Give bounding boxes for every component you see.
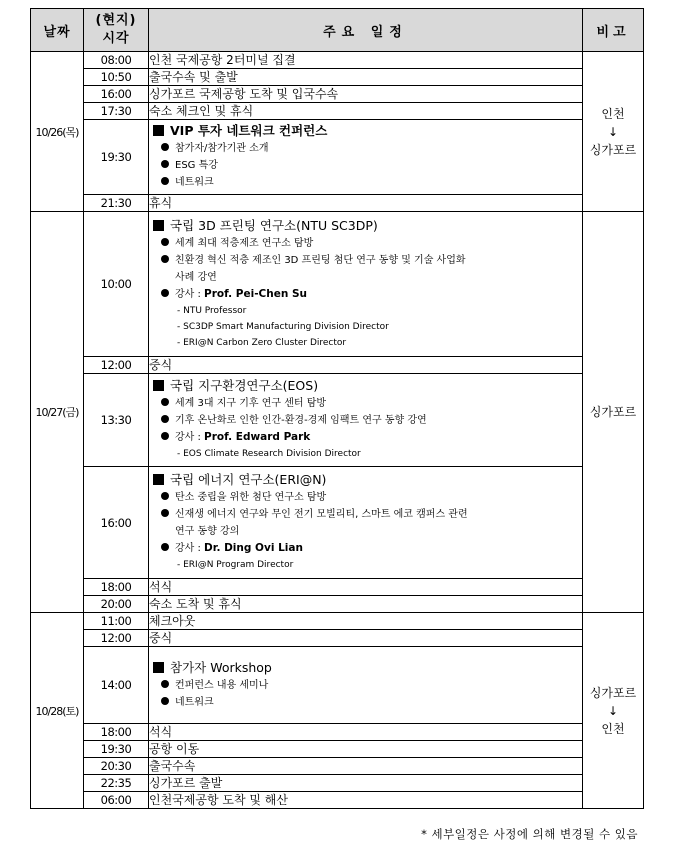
square-bullet-icon <box>153 380 164 391</box>
row-time: 21:30 <box>84 195 149 212</box>
day-note <box>583 212 644 613</box>
lecturer-name: Prof. Pei-Chen Su <box>204 287 308 300</box>
event-bullet <box>153 252 578 286</box>
event-heading <box>153 217 578 235</box>
event-block <box>149 212 583 357</box>
note-from: 싱가포르 <box>589 405 637 419</box>
event-heading-text: VIP 투자 네트워크 컨퍼런스 <box>170 123 328 138</box>
schedule-row <box>31 724 644 741</box>
lecturer-name: Prof. Edward Park <box>204 431 311 443</box>
lecturer-title: - EOS Climate Research Division Director <box>177 449 361 459</box>
row-time: 11:00 <box>84 613 149 630</box>
schedule-row <box>31 758 644 775</box>
event-bullet <box>153 540 578 557</box>
square-bullet-icon <box>153 662 164 673</box>
header-schedule: 주요 일정 <box>149 9 583 52</box>
note-to: 인천 <box>601 721 625 736</box>
header-time-line2: 시각 <box>102 31 130 46</box>
event-bullet <box>153 489 578 506</box>
event-text: 석식 <box>149 579 583 596</box>
event-bullet <box>153 694 578 711</box>
day-date: 10/26(목) <box>31 52 84 212</box>
event-bullet <box>153 235 578 252</box>
row-time: 19:30 <box>84 741 149 758</box>
event-heading <box>153 122 578 140</box>
round-bullet-icon <box>161 238 169 246</box>
event-text: 중식 <box>149 357 583 374</box>
schedule-row <box>31 630 644 647</box>
schedule-row <box>31 357 644 374</box>
event-bullet <box>153 412 578 429</box>
event-text: 싱가포르 출발 <box>149 775 583 792</box>
round-bullet-icon <box>161 432 169 440</box>
round-bullet-icon <box>161 543 169 551</box>
schedule-row <box>31 467 644 579</box>
row-time: 16:00 <box>84 86 149 103</box>
row-time: 10:50 <box>84 69 149 86</box>
event-text: 인천 국제공항 2터미널 집결 <box>149 52 583 69</box>
event-text: 인천국제공항 도착 및 해산 <box>149 792 583 809</box>
event-text: 석식 <box>149 724 583 741</box>
event-bullet-text: 기후 온난화로 인한 인간-환경-경제 임팩트 연구 동향 강연 <box>175 415 427 426</box>
schedule-row <box>31 212 644 357</box>
event-text: 출국수속 <box>149 758 583 775</box>
event-text: 체크아웃 <box>149 613 583 630</box>
event-bullet-continuation: 연구 동향 강의 <box>175 526 240 537</box>
lecturer-title: - SC3DP Smart Manufacturing Division Director <box>177 321 389 332</box>
event-text: 휴식 <box>149 195 583 212</box>
row-time: 12:00 <box>84 357 149 374</box>
header-time <box>84 9 149 52</box>
event-heading <box>153 471 578 489</box>
event-bullet-text: 네트워크 <box>175 177 214 188</box>
event-text: 공항 이동 <box>149 741 583 758</box>
schedule-row <box>31 103 644 120</box>
footnote: * 세부일정은 사정에 의해 변경될 수 있음 <box>421 827 638 841</box>
round-bullet-icon <box>161 509 169 517</box>
event-block <box>149 647 583 724</box>
day-note <box>583 613 644 809</box>
schedule-table <box>30 8 644 809</box>
header-row <box>31 9 644 52</box>
event-bullet-text: 세계 최대 적층제조 연구소 탐방 <box>175 237 314 249</box>
round-bullet-icon <box>161 289 169 297</box>
header-note: 비고 <box>583 9 644 52</box>
event-text: 출국수속 및 출발 <box>149 69 583 86</box>
schedule-row <box>31 613 644 630</box>
event-heading-text: 국립 에너지 연구소(ERI@N) <box>170 472 327 487</box>
event-text: 숙소 도착 및 휴식 <box>149 596 583 613</box>
row-time: 06:00 <box>84 792 149 809</box>
event-bullet-text: 컨퍼런스 내용 세미나 <box>175 679 269 691</box>
event-bullet <box>153 395 578 412</box>
schedule-row <box>31 120 644 195</box>
lecturer-title: - ERI@N Carbon Zero Cluster Director <box>177 337 347 348</box>
schedule-row <box>31 69 644 86</box>
round-bullet-icon <box>161 697 169 705</box>
schedule-row <box>31 52 644 69</box>
day-date: 10/27(금) <box>31 212 84 613</box>
schedule-row <box>31 86 644 103</box>
round-bullet-icon <box>161 255 169 263</box>
day-date: 10/28(토) <box>31 613 84 809</box>
square-bullet-icon <box>153 125 164 136</box>
event-bullet-text: 강사 : <box>175 288 205 300</box>
schedule-row <box>31 596 644 613</box>
row-time: 08:00 <box>84 52 149 69</box>
schedule-row <box>31 647 644 724</box>
row-time: 22:35 <box>84 775 149 792</box>
row-time: 20:00 <box>84 596 149 613</box>
schedule-row <box>31 195 644 212</box>
row-time: 14:00 <box>84 647 149 724</box>
row-time: 18:00 <box>84 724 149 741</box>
round-bullet-icon <box>161 492 169 500</box>
note-to: 싱가포르 <box>589 142 637 157</box>
event-block <box>149 374 583 467</box>
lecturer-title: - NTU Professor <box>177 305 247 316</box>
note-from: 싱가포르 <box>589 685 637 700</box>
event-text: 중식 <box>149 630 583 647</box>
event-heading <box>153 659 578 677</box>
row-time: 18:00 <box>84 579 149 596</box>
header-date: 날짜 <box>31 9 84 52</box>
square-bullet-icon <box>153 220 164 231</box>
arrow-down-icon: ↓ <box>607 124 619 139</box>
schedule-row <box>31 374 644 467</box>
event-block <box>149 467 583 579</box>
event-bullet <box>153 429 578 446</box>
schedule-row <box>31 741 644 758</box>
event-bullet-text: ESG 특강 <box>175 160 218 171</box>
event-bullet <box>153 286 578 303</box>
event-text: 싱가포르 국제공항 도착 및 입국수속 <box>149 86 583 103</box>
square-bullet-icon <box>153 474 164 485</box>
event-bullet-text: 참가자/참가기관 소개 <box>175 143 269 154</box>
round-bullet-icon <box>161 143 169 151</box>
event-bullet-text: 네트워크 <box>175 696 214 708</box>
event-bullet <box>153 157 578 174</box>
round-bullet-icon <box>161 680 169 688</box>
row-time: 12:00 <box>84 630 149 647</box>
event-bullet-continuation: 사례 강연 <box>175 271 217 283</box>
round-bullet-icon <box>161 177 169 185</box>
event-block <box>149 120 583 195</box>
lecturer-name: Dr. Ding Ovi Lian <box>204 542 303 554</box>
event-heading-text: 국립 지구환경연구소(EOS) <box>170 378 319 393</box>
row-time: 19:30 <box>84 120 149 195</box>
event-bullet <box>153 677 578 694</box>
event-bullet-text: 신재생 에너지 연구와 무인 전기 모빌리티, 스마트 에코 캠퍼스 관련 <box>175 509 468 520</box>
round-bullet-icon <box>161 160 169 168</box>
row-time: 20:30 <box>84 758 149 775</box>
event-bullet-text: 세계 3대 지구 기후 연구 센터 탐방 <box>175 398 327 409</box>
event-bullet-text: 친환경 혁신 적층 제조인 3D 프린팅 첨단 연구 동향 및 기술 사업화 <box>175 254 466 266</box>
row-time: 13:30 <box>84 374 149 467</box>
event-bullet <box>153 174 578 191</box>
event-heading <box>153 377 578 395</box>
event-text: 숙소 체크인 및 휴식 <box>149 103 583 120</box>
event-bullet-text: 강사 : <box>175 543 205 554</box>
note-from: 인천 <box>601 106 625 121</box>
round-bullet-icon <box>161 415 169 423</box>
row-time: 10:00 <box>84 212 149 357</box>
event-bullet <box>153 140 578 157</box>
lecturer-title: - ERI@N Program Director <box>177 560 294 570</box>
header-time-line1: (현지) <box>95 13 137 28</box>
row-time: 17:30 <box>84 103 149 120</box>
event-bullet-text: 탄소 중립을 위한 첨단 연구소 탐방 <box>175 492 327 503</box>
day-note <box>583 52 644 212</box>
event-heading-text: 국립 3D 프린팅 연구소(NTU SC3DP) <box>170 217 378 233</box>
event-heading-text: 참가자 Workshop <box>170 659 272 675</box>
round-bullet-icon <box>161 398 169 406</box>
schedule-row <box>31 579 644 596</box>
arrow-down-icon: ↓ <box>607 703 619 718</box>
row-time: 16:00 <box>84 467 149 579</box>
schedule-row <box>31 792 644 809</box>
schedule-row <box>31 775 644 792</box>
event-bullet <box>153 506 578 540</box>
event-bullet-text: 강사 : <box>175 432 205 443</box>
